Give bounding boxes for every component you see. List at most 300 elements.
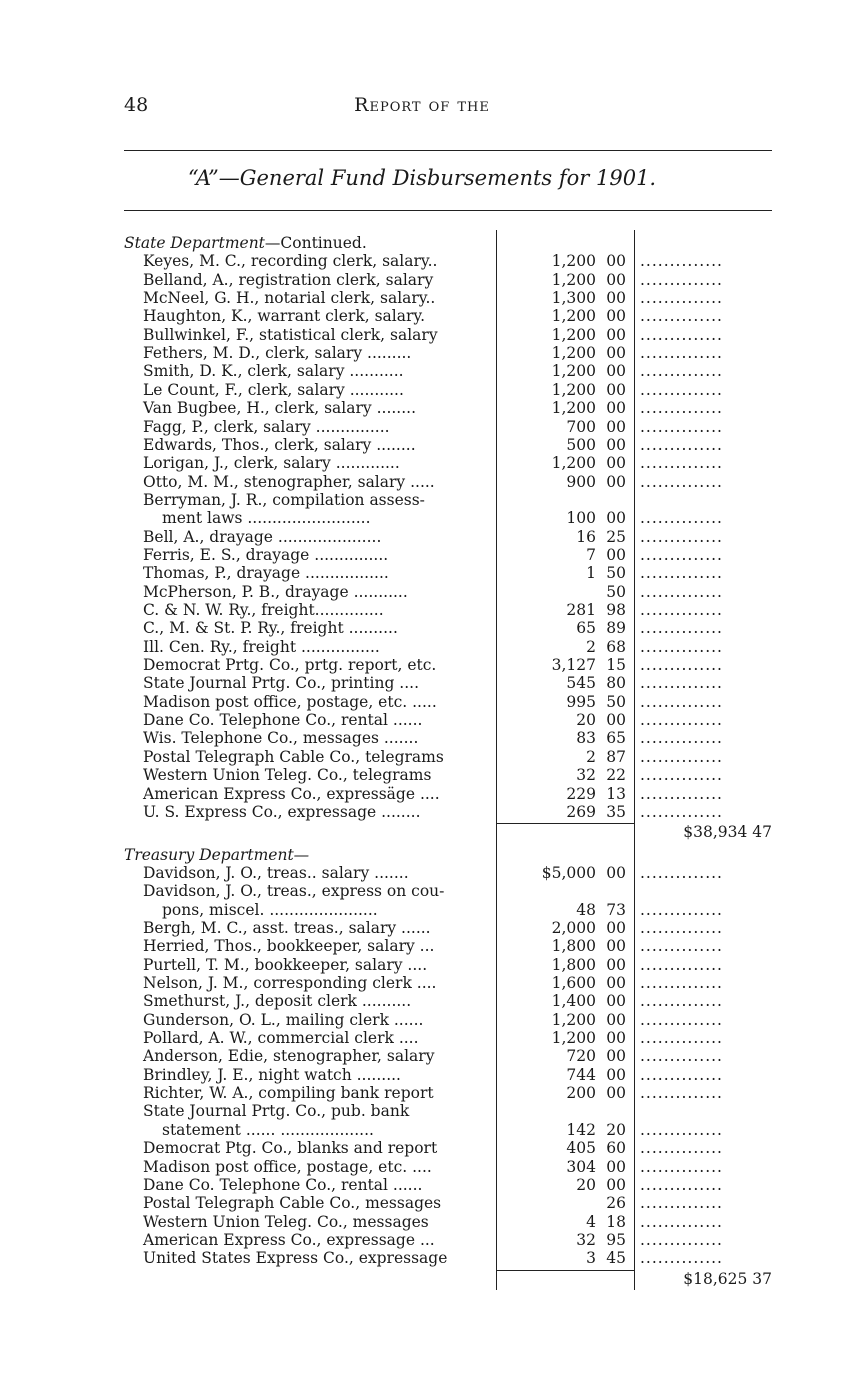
leader-dots: .............. <box>640 527 723 546</box>
row-amount <box>496 1011 626 1029</box>
table-row <box>0 601 844 619</box>
department-name: Treasury Department— <box>124 845 310 864</box>
table-row <box>0 619 844 637</box>
leader-dots: .............. <box>640 619 723 638</box>
row-description: Democrat Ptg. Co., blanks and report <box>143 1139 438 1158</box>
leader-dots: .............. <box>640 955 723 974</box>
amount-dollars: 1,200 <box>551 307 596 326</box>
row-description: Dane Co. Telephone Co., rental ...... <box>143 1175 423 1194</box>
amount-cents: 00 <box>606 1175 626 1194</box>
amount-cents: 25 <box>606 527 626 546</box>
amount-dollars: 1,400 <box>551 992 596 1011</box>
amount-dollars: 32 <box>576 1230 596 1249</box>
leader-dots: .............. <box>640 270 723 289</box>
leader-dots: .............. <box>640 362 723 381</box>
table-row <box>0 307 844 325</box>
amount-cents: 35 <box>606 802 626 821</box>
table-row <box>0 711 844 729</box>
amount-cents: 00 <box>606 252 626 271</box>
amount-dollars: 1,200 <box>551 362 596 381</box>
amount-dollars: 2 <box>586 747 596 766</box>
table-row <box>0 1084 844 1102</box>
leader-dots: .............. <box>640 1230 723 1249</box>
row-description: Bergh, M. C., asst. treas., salary ...... <box>143 918 431 937</box>
amount-dollars: 229 <box>566 784 596 803</box>
table-row <box>0 638 844 656</box>
leader-dots: .............. <box>640 1120 723 1139</box>
leader-dots: .............. <box>640 900 723 919</box>
amount-dollars: 900 <box>566 472 596 491</box>
table-row <box>0 1213 844 1231</box>
leader-dots: .............. <box>640 1084 723 1103</box>
row-description: Nelson, J. M., corresponding clerk .... <box>143 974 437 992</box>
leader-dots: .............. <box>640 1175 723 1194</box>
leader-dots: .............. <box>640 974 723 992</box>
row-description: Ill. Cen. Ry., freight ................ <box>143 637 380 656</box>
row-description: McPherson, P. B., drayage ........... <box>143 582 408 601</box>
row-amount <box>496 583 626 601</box>
row-description: McNeel, G. H., notarial clerk, salary.. <box>143 289 436 308</box>
amount-dollars: 3 <box>586 1249 596 1268</box>
amount-dollars: 1,300 <box>551 289 596 308</box>
row-description: Purtell, T. M., bookkeeper, salary .... <box>143 955 428 974</box>
amount-dollars: 20 <box>576 711 596 730</box>
row-amount <box>496 473 626 491</box>
row-amount <box>496 509 626 527</box>
amount-cents: 89 <box>606 619 626 638</box>
leader-dots: .............. <box>640 802 723 821</box>
amount-cents: 00 <box>606 955 626 974</box>
amount-cents: 00 <box>606 454 626 473</box>
row-amount <box>496 564 626 582</box>
row-amount <box>496 919 626 937</box>
section-total: $18,625 37 <box>683 1269 772 1288</box>
leader-dots: .............. <box>640 766 723 785</box>
row-amount <box>496 693 626 711</box>
table-row <box>0 729 844 747</box>
amount-cents: 00 <box>606 417 626 436</box>
leader-dots: .............. <box>640 1157 723 1176</box>
section-total-row <box>0 823 844 841</box>
leader-dots: .............. <box>640 289 723 308</box>
leader-dots: .............. <box>640 1249 723 1268</box>
amount-dollars: 3,127 <box>551 656 596 675</box>
amount-dollars: 4 <box>586 1212 596 1231</box>
amount-cents: 50 <box>606 582 626 601</box>
amount-dollars: 100 <box>566 509 596 528</box>
table-row <box>0 1029 844 1047</box>
amount-dollars: 2,000 <box>551 918 596 937</box>
row-amount <box>496 1084 626 1102</box>
row-description: Berryman, J. R., compilation assess- <box>143 490 425 509</box>
leader-dots: .............. <box>640 472 723 491</box>
amount-dollars: 20 <box>576 1175 596 1194</box>
amount-cents: 73 <box>606 900 626 919</box>
table-row <box>0 1066 844 1084</box>
table-row <box>0 748 844 766</box>
row-amount <box>496 785 626 803</box>
amount-cents: 00 <box>606 711 626 730</box>
amount-dollars: 700 <box>566 417 596 436</box>
row-description: Otto, M. M., stenographer, salary ..... <box>143 472 435 491</box>
amount-dollars: 995 <box>566 692 596 711</box>
table-row <box>0 399 844 417</box>
leader-dots: .............. <box>640 435 723 454</box>
table-row <box>0 381 844 399</box>
table-row <box>0 937 844 955</box>
row-description: Edwards, Thos., clerk, salary ........ <box>143 435 416 454</box>
row-amount <box>496 1066 626 1084</box>
table-row <box>0 1047 844 1065</box>
amount-dollars: 83 <box>576 729 596 748</box>
amount-dollars: 744 <box>566 1065 596 1084</box>
row-amount <box>496 326 626 344</box>
row-amount <box>496 901 626 919</box>
table-row <box>0 656 844 674</box>
row-description: statement ...... ................... <box>162 1120 374 1139</box>
row-description: Smethurst, J., deposit clerk .......... <box>143 992 412 1011</box>
page-header <box>0 94 844 118</box>
amount-cents: 00 <box>606 1157 626 1176</box>
section-heading <box>0 846 844 864</box>
row-amount <box>496 454 626 472</box>
amount-dollars: 269 <box>566 802 596 821</box>
table-row <box>0 509 844 527</box>
row-description: Le Count, F., clerk, salary ........... <box>143 380 404 399</box>
table-row <box>0 454 844 472</box>
amount-cents: 00 <box>606 1029 626 1048</box>
row-amount <box>496 1176 626 1194</box>
row-amount <box>496 619 626 637</box>
leader-dots: .............. <box>640 564 723 583</box>
amount-dollars: 1,200 <box>551 380 596 399</box>
amount-dollars: 142 <box>566 1120 596 1139</box>
leader-dots: .............. <box>640 545 723 564</box>
table-row <box>0 436 844 454</box>
row-description: Van Bugbee, H., clerk, salary ........ <box>143 399 417 418</box>
leader-dots: .............. <box>640 399 723 418</box>
leader-dots: .............. <box>640 380 723 399</box>
amount-dollars: 720 <box>566 1047 596 1066</box>
table-row <box>0 766 844 784</box>
leader-dots: .............. <box>640 509 723 528</box>
table-row <box>0 864 844 882</box>
row-amount <box>496 766 626 784</box>
row-description: Madison post office, postage, etc. .... <box>143 1157 432 1176</box>
amount-cents: 00 <box>606 307 626 326</box>
row-description: American Express Co., expressäge .... <box>143 784 440 803</box>
row-description: Gunderson, O. L., mailing clerk ...... <box>143 1010 424 1029</box>
row-amount <box>496 307 626 325</box>
leader-dots: .............. <box>640 252 723 271</box>
row-description: Haughton, K., warrant clerk, salary. <box>143 307 426 326</box>
row-amount <box>496 656 626 674</box>
amount-cents: 00 <box>606 399 626 418</box>
row-amount <box>496 729 626 747</box>
row-description: Belland, A., registration clerk, salary <box>143 270 434 289</box>
amount-cents: 00 <box>606 863 626 882</box>
table-row <box>0 289 844 307</box>
row-description: Thomas, P., drayage ................. <box>143 564 389 583</box>
row-amount <box>496 1231 626 1249</box>
amount-dollars: 1 <box>586 564 596 583</box>
amount-dollars: 200 <box>566 1084 596 1103</box>
table-row <box>0 491 844 509</box>
amount-cents: 87 <box>606 747 626 766</box>
amount-cents: 00 <box>606 992 626 1011</box>
row-description: Davidson, J. O., treas., express on cou- <box>143 882 445 901</box>
row-description: Western Union Teleg. Co., messages <box>143 1212 429 1231</box>
leader-dots: .............. <box>640 1065 723 1084</box>
amount-cents: 00 <box>606 289 626 308</box>
row-description: Fagg, P., clerk, salary ............... <box>143 417 390 436</box>
department-name: State Department <box>124 234 265 252</box>
amount-dollars: 1,200 <box>551 399 596 418</box>
row-amount <box>496 1047 626 1065</box>
leader-dots: .............. <box>640 863 723 882</box>
leader-dots: .............. <box>640 729 723 748</box>
page-number: 48 <box>124 94 149 116</box>
leader-dots: .............. <box>640 601 723 619</box>
table-row <box>0 803 844 821</box>
table-title: “A”—General Fund Disbursements for 1901. <box>187 166 657 190</box>
amount-cents: 98 <box>606 601 626 619</box>
table-row <box>0 693 844 711</box>
section-total: $38,934 47 <box>683 823 772 842</box>
section-total-row <box>0 1270 844 1288</box>
amount-dollars: 2 <box>586 637 596 656</box>
amount-cents: 95 <box>606 1230 626 1249</box>
amount-dollars: 32 <box>576 766 596 785</box>
table-row <box>0 546 844 564</box>
leader-dots: .............. <box>640 454 723 473</box>
row-description: C. & N. W. Ry., freight.............. <box>143 601 384 619</box>
row-amount <box>496 418 626 436</box>
leader-dots: .............. <box>640 417 723 436</box>
amount-cents: 00 <box>606 509 626 528</box>
table-row <box>0 919 844 937</box>
row-amount <box>496 638 626 656</box>
row-description: Bullwinkel, F., statistical clerk, salary <box>143 325 438 344</box>
amount-dollars: 48 <box>576 900 596 919</box>
amount-dollars: 281 <box>566 601 596 619</box>
row-description: Bell, A., drayage ..................... <box>143 527 382 546</box>
section-heading <box>0 234 844 252</box>
row-amount <box>496 937 626 955</box>
row-amount <box>496 289 626 307</box>
amount-cents: 00 <box>606 974 626 992</box>
table-row <box>0 1231 844 1249</box>
amount-cents: 68 <box>606 637 626 656</box>
table-row <box>0 901 844 919</box>
row-description: Fethers, M. D., clerk, salary ......... <box>143 344 412 363</box>
leader-dots: .............. <box>640 784 723 803</box>
amount-dollars: 1,200 <box>551 1010 596 1029</box>
amount-cents: 00 <box>606 362 626 381</box>
row-description: Richter, W. A., compiling bank report <box>143 1084 434 1103</box>
amount-dollars: 1,200 <box>551 252 596 271</box>
row-amount <box>496 528 626 546</box>
table-row <box>0 252 844 270</box>
amount-cents: 00 <box>606 1084 626 1103</box>
row-description: Keyes, M. C., recording clerk, salary.. <box>143 252 438 271</box>
leader-dots: .............. <box>640 582 723 601</box>
row-description: Western Union Teleg. Co., telegrams <box>143 766 432 785</box>
amount-cents: 65 <box>606 729 626 748</box>
amount-cents: 00 <box>606 937 626 956</box>
row-description: U. S. Express Co., expressage ........ <box>143 802 421 821</box>
amount-cents: 00 <box>606 325 626 344</box>
amount-dollars: 1,200 <box>551 325 596 344</box>
table-row <box>0 1176 844 1194</box>
leader-dots: .............. <box>640 344 723 363</box>
row-description: Davidson, J. O., treas.. salary ....... <box>143 863 409 882</box>
leader-dots: .............. <box>640 937 723 956</box>
leader-dots: .............. <box>640 992 723 1011</box>
row-description: Pollard, A. W., commercial clerk .... <box>143 1029 419 1048</box>
leader-dots: .............. <box>640 1010 723 1029</box>
row-amount <box>496 1249 626 1267</box>
amount-cents: 18 <box>606 1212 626 1231</box>
leader-dots: .............. <box>640 692 723 711</box>
amount-cents: 00 <box>606 270 626 289</box>
leader-dots: .............. <box>640 1047 723 1066</box>
row-description: Wis. Telephone Co., messages ....... <box>143 729 419 748</box>
row-description: C., M. & St. P. Ry., freight .......... <box>143 619 398 638</box>
table-row <box>0 956 844 974</box>
leader-dots: .............. <box>640 1139 723 1158</box>
amount-cents: 60 <box>606 1139 626 1158</box>
table-row <box>0 1158 844 1176</box>
row-amount <box>496 1158 626 1176</box>
amount-cents: 00 <box>606 1010 626 1029</box>
amount-dollars: 16 <box>576 527 596 546</box>
row-amount <box>496 711 626 729</box>
row-description: Democrat Prtg. Co., prtg. report, etc. <box>143 656 437 675</box>
row-description: Smith, D. K., clerk, salary ........... <box>143 362 404 381</box>
table-row <box>0 473 844 491</box>
amount-dollars: 1,200 <box>551 1029 596 1048</box>
table-row <box>0 882 844 900</box>
row-amount <box>496 992 626 1010</box>
top-rule <box>124 150 772 151</box>
row-amount <box>496 344 626 362</box>
amount-dollars: 405 <box>566 1139 596 1158</box>
table-row <box>0 271 844 289</box>
row-amount <box>496 1139 626 1157</box>
row-amount <box>496 381 626 399</box>
row-description: State Journal Prtg. Co., pub. bank <box>143 1102 410 1121</box>
row-amount <box>496 1194 626 1212</box>
leader-dots: .............. <box>640 325 723 344</box>
row-amount <box>496 974 626 992</box>
row-description: Dane Co. Telephone Co., rental ...... <box>143 711 423 730</box>
row-description: Madison post office, postage, etc. ..... <box>143 692 437 711</box>
amount-dollars: 304 <box>566 1157 596 1176</box>
amount-cents: 50 <box>606 564 626 583</box>
row-amount <box>496 674 626 692</box>
amount-dollars: 545 <box>566 674 596 693</box>
amount-cents: 00 <box>606 344 626 363</box>
amount-cents: 00 <box>606 380 626 399</box>
amount-dollars: 1,600 <box>551 974 596 992</box>
table-row <box>0 564 844 582</box>
table-row <box>0 674 844 692</box>
amount-cents: 15 <box>606 656 626 675</box>
row-amount <box>496 271 626 289</box>
amount-dollars: 1,200 <box>551 454 596 473</box>
table-row <box>0 1249 844 1267</box>
amount-cents: 50 <box>606 692 626 711</box>
row-amount <box>496 252 626 270</box>
row-amount <box>496 436 626 454</box>
table-row <box>0 785 844 803</box>
amount-dollars: 1,800 <box>551 955 596 974</box>
row-description: Ferris, E. S., drayage ............... <box>143 545 389 564</box>
table-row <box>0 1102 844 1120</box>
table-row <box>0 1194 844 1212</box>
row-description: Brindley, J. E., night watch ......... <box>143 1065 401 1084</box>
amount-dollars: 500 <box>566 435 596 454</box>
leader-dots: .............. <box>640 1194 723 1213</box>
table-row <box>0 362 844 380</box>
table-row <box>0 326 844 344</box>
row-amount <box>496 362 626 380</box>
row-description: Lorigan, J., clerk, salary ............. <box>143 454 400 473</box>
amount-cents: 00 <box>606 545 626 564</box>
leader-dots: .............. <box>640 1029 723 1048</box>
amount-cents: 00 <box>606 1047 626 1066</box>
amount-dollars: $5,000 <box>541 863 596 882</box>
leader-dots: .............. <box>640 1212 723 1231</box>
leader-dots: .............. <box>640 711 723 730</box>
row-amount <box>496 601 626 619</box>
amount-cents: 80 <box>606 674 626 693</box>
amount-cents: 20 <box>606 1120 626 1139</box>
row-amount <box>496 748 626 766</box>
amount-dollars: 1,200 <box>551 344 596 363</box>
row-amount <box>496 546 626 564</box>
table-row <box>0 583 844 601</box>
row-description: American Express Co., expressage ... <box>143 1230 435 1249</box>
row-amount <box>496 803 626 821</box>
row-description: State Journal Prtg. Co., printing .... <box>143 674 420 693</box>
amount-dollars: 1,800 <box>551 937 596 956</box>
row-description: Herried, Thos., bookkeeper, salary ... <box>143 937 435 956</box>
amount-cents: 00 <box>606 1065 626 1084</box>
amount-cents: 45 <box>606 1249 626 1268</box>
amount-cents: 26 <box>606 1194 626 1213</box>
leader-dots: .............. <box>640 656 723 675</box>
row-description: Postal Telegraph Cable Co., telegrams <box>143 747 444 766</box>
table-row <box>0 1139 844 1157</box>
amount-dollars: 65 <box>576 619 596 638</box>
leader-dots: .............. <box>640 637 723 656</box>
row-description: Postal Telegraph Cable Co., messages <box>143 1194 442 1213</box>
row-description: pons, miscel. ...................... <box>162 900 378 919</box>
table-row <box>0 992 844 1010</box>
amount-dollars: 7 <box>586 545 596 564</box>
title-rule <box>124 210 772 211</box>
heading-suffix: —Continued. <box>264 234 367 252</box>
amount-cents: 00 <box>606 435 626 454</box>
table-row <box>0 528 844 546</box>
table-row <box>0 974 844 992</box>
row-amount <box>496 956 626 974</box>
leader-dots: .............. <box>640 674 723 693</box>
amount-dollars: 1,200 <box>551 270 596 289</box>
row-description: ment laws ......................... <box>162 509 371 528</box>
